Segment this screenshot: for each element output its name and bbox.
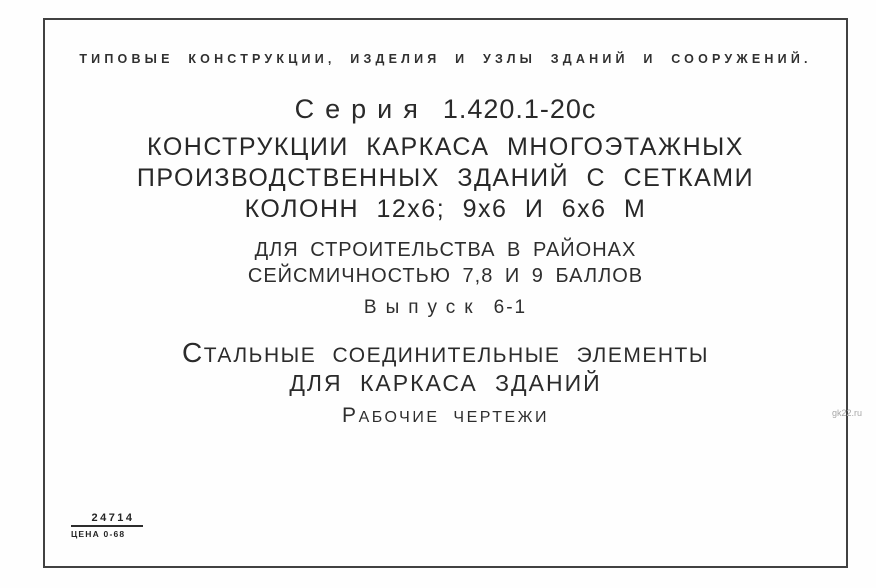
series-label: Серия	[294, 94, 429, 124]
catalog-code: 24714	[91, 512, 135, 524]
document-category-header: ТИПОВЫЕ КОНСТРУКЦИИ, ИЗДЕЛИЯ И УЗЛЫ ЗДАНИЙ И СООРУЖЕНИЙ.	[79, 52, 812, 66]
main-title-line-1: КОНСТРУКЦИИ КАРКАСА МНОГОЭТАЖНЫХ	[147, 133, 744, 161]
section-subtitle-working-drawings: РАБОЧИЕ ЧЕРТЕЖИ	[342, 404, 549, 427]
issue-label: Выпуск	[363, 297, 482, 318]
series-number: 1.420.1-20с	[442, 94, 597, 124]
section-title-line-1: СТАЛЬНЫЕ СОЕДИНИТЕЛЬНЫЕ ЭЛЕМЕНТЫ	[182, 337, 709, 368]
main-title-line-2: ПРОИЗВОДСТВЕННЫХ ЗДАНИЙ С СЕТКАМИ	[136, 164, 755, 192]
price-label: ЦЕНА 0-68	[71, 529, 126, 539]
issue-number: 6-1	[493, 297, 528, 318]
fraction-rule	[71, 525, 143, 527]
section-title-line-2: ДЛЯ КАРКАСА ЗДАНИЙ	[289, 370, 602, 396]
subtitle-line-1: ДЛЯ СТРОИТЕЛЬСТВА В РАЙОНАХ	[254, 239, 637, 261]
price-stamp-block	[71, 512, 145, 539]
subtitle-line-2: СЕЙСМИЧНОСТЬЮ 7,8 И 9 БАЛЛОВ	[247, 265, 644, 287]
issue-line	[43, 297, 848, 319]
series-line	[43, 94, 848, 125]
site-watermark: gk22.ru	[832, 408, 863, 418]
main-title-line-3: КОЛОНН 12х6; 9х6 И 6х6 М	[244, 195, 647, 223]
